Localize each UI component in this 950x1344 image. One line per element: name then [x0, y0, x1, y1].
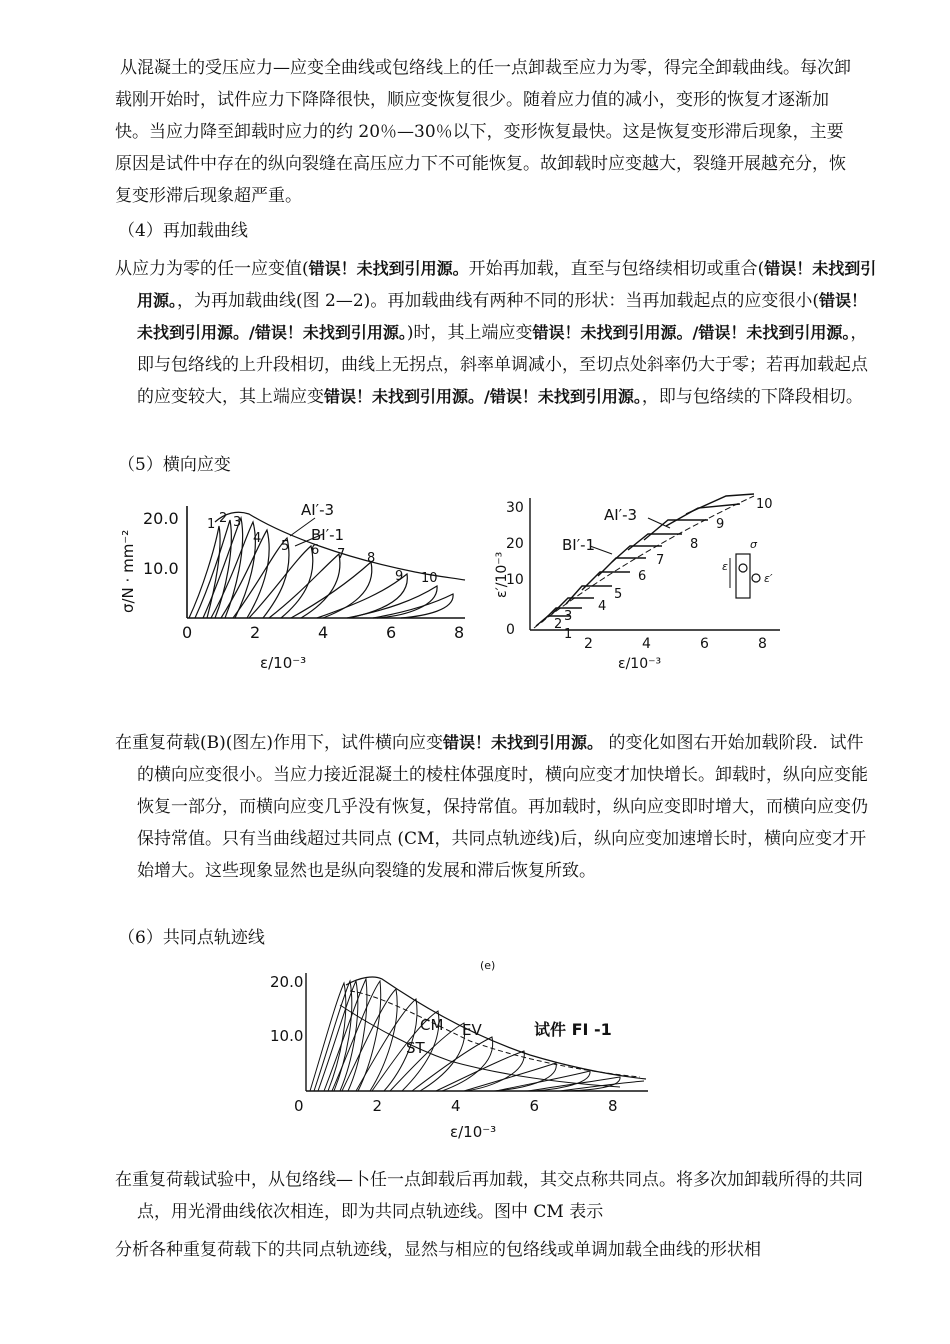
cycle-label-10: 10 [756, 497, 773, 512]
label-cm: CM [420, 1016, 444, 1034]
x-tick-4: 4 [318, 623, 329, 642]
y-tick-20: 20.0 [143, 509, 179, 528]
cycle-label-5: 5 [614, 587, 623, 602]
x-axis-label: ε/10⁻³ [260, 654, 307, 672]
cycle-label-6: 6 [311, 543, 320, 558]
y-axis-label: σ/N · mm⁻² [119, 529, 137, 613]
reference-error-3: 错误！未找到引用源。/错误！未找到引用源。 [137, 291, 867, 342]
label-ev: EV [462, 1021, 482, 1039]
x-tick-8: 8 [454, 623, 465, 642]
heading-common-point-trace: （6）共同点轨迹线 [118, 928, 265, 948]
heading-lateral-strain: （5）横向应变 [118, 455, 231, 475]
leader-a [648, 518, 670, 528]
cycle-label-7: 7 [337, 547, 346, 562]
x-tick-2: 2 [372, 1097, 383, 1115]
paragraph-lateral-strain [115, 727, 877, 887]
x-tick-6: 6 [386, 623, 397, 642]
panel-tag: (e) [480, 959, 496, 972]
cycle-label-8: 8 [690, 537, 699, 552]
cycle-label-10: 10 [421, 571, 438, 586]
reload-text-4: )时，其上端应变 [406, 323, 533, 343]
reference-error-4: 错误！未找到引用源。/错误！未找到引用源。 [532, 323, 851, 342]
reference-error-5: 错误！未找到引用源。/错误！未找到引用源。 [324, 387, 642, 406]
x-ticks [182, 623, 464, 642]
y-axis-label: ε′/10⁻³ [494, 551, 510, 598]
cycle-label-5: 5 [281, 539, 290, 554]
label-bi1: BI′-1 [562, 536, 596, 554]
x-tick-2: 2 [584, 636, 593, 652]
paragraph-common-point: 在重复荷载试验中，从包络线—卜任一点卸载后再加载，其交点称共同点。将多次加卸载所得的共同点，用光滑曲线依次相连，即为共同点轨迹线。图中 CM 表示 [115, 1170, 863, 1222]
lateral-text-1: 在重复荷载(B)(图左)作用下，试件横向应变 [115, 733, 444, 753]
label-st: ST [406, 1039, 425, 1057]
cycle-label-1: 1 [207, 517, 216, 532]
inset-sigma-label: σ [750, 538, 757, 551]
specimen-inset [722, 538, 773, 598]
x-tick-4: 4 [451, 1097, 461, 1115]
cycle-label-4: 4 [253, 531, 262, 546]
lateral-text-2: 的变化如图右开始加载阶段．试件的横向应变很小。当应力接近混凝土的棱柱体强度时，横向应变才加快增长。卸载时，纵向应变能恢复一部分，而横向应变几乎没有恢复，保持常值。再加载时，纵向应变即时增大，而横向应变仍保持常值。只有当曲线超过共同点 (CM，共同点轨迹线)后，纵向应变加速增长时，横向应变才开始增大。这些现象显然也是纵向裂缝的发展和滞后恢复所致。 [137, 733, 868, 881]
paragraph-last: 分析各种重复荷载下的共同点轨迹线，显然与相应的包络线或单调加载全曲线的形状相 [115, 1240, 761, 1260]
cycle-label-6: 6 [638, 569, 647, 584]
x-tick-6: 6 [700, 636, 709, 652]
x-tick-0: 0 [182, 623, 193, 642]
x-tick-2: 2 [250, 623, 261, 642]
paragraph-reload [115, 253, 877, 413]
cycle-label-4: 4 [598, 599, 607, 614]
x-axis-label: ε/10⁻³ [618, 656, 662, 672]
reference-error-1: 错误！未找到引用源。 [308, 259, 469, 278]
figure-lateral-strain [490, 488, 790, 678]
reference-error-2: 错误！未找到引用源。 [137, 259, 877, 310]
reload-text-2: 开始再加载，直至与包络续相切或重合( [468, 259, 765, 279]
inset-eps-label: ε [722, 560, 728, 573]
label-ai3: AI′-3 [301, 501, 335, 519]
y-tick-30: 30 [506, 500, 524, 516]
reload-text-1: 从应力为零的任一应变值( [115, 259, 309, 279]
reload-text-6: ，即与包络续的下降段相切。 [641, 387, 863, 407]
figure-common-point-trace [270, 955, 690, 1145]
label-ai3: AI′-3 [604, 506, 638, 524]
cycle-label-9: 9 [716, 517, 725, 532]
y-tick-20: 20.0 [270, 973, 304, 991]
cycle-label-3: 3 [233, 515, 242, 530]
x-ticks [294, 1097, 618, 1115]
y-tick-10: 10 [506, 572, 524, 588]
reload-text-3: ，为再加载曲线(图 2—2)。再加载曲线有两种不同的形状：当再加载起点的应变很小( [177, 291, 819, 311]
x-tick-6: 6 [529, 1097, 540, 1115]
inset-eps-prime-label: ε′ [764, 572, 773, 585]
label-bi1: BI′-1 [311, 526, 345, 544]
cycle-label-9: 9 [395, 569, 404, 584]
cycle-label-7: 7 [656, 553, 665, 568]
x-ticks [584, 636, 767, 652]
x-tick-8: 8 [608, 1097, 618, 1115]
reference-error-6: 错误！未找到引用源。 [443, 733, 604, 752]
x-tick-4: 4 [642, 636, 651, 652]
x-tick-0: 0 [294, 1097, 304, 1115]
cycle-label-2: 2 [554, 617, 563, 632]
label-specimen: 试件 FI -1 [534, 1020, 612, 1039]
y-tick-20: 20 [506, 536, 524, 552]
cycle-label-1: 1 [564, 627, 573, 642]
y-tick-10: 10.0 [143, 559, 179, 578]
cycle-label-8: 8 [367, 551, 376, 566]
x-tick-8: 8 [758, 636, 767, 652]
paragraph-unloading: 从混凝土的受压应力—应变全曲线或包络线上的任一点卸裁至应力为零，得完全卸载曲线。每次卸载刚开始时，试件应力下降降很快，顺应变恢复很少。随着应力值的减小，变形的恢复才逐渐加快。当应力降至卸载时应力的约 20％—30％以下，变形恢复最快。这是恢复变形滞后现象，主要原因是试件中存在的纵向裂缝在高压应力下不可能恢复。故卸载时应变越大，裂缝开展越充分，恢复变形滞后现象超严重。 [115, 58, 851, 206]
y-tick-10: 10.0 [270, 1027, 304, 1045]
y-tick-0: 0 [506, 622, 515, 638]
reload-text-5: ，即与包络线的上升段相切，曲线上无拐点，斜率单调减小，至切点处斜率仍大于零；若再加载起点的应变较大，其上端应变 [137, 323, 868, 407]
figure-stress-strain-cycles [115, 488, 485, 678]
heading-reload-curve: （4）再加载曲线 [118, 221, 248, 241]
cycle-label-2: 2 [219, 511, 228, 526]
cycle-label-3: 3 [564, 609, 573, 624]
x-axis-label: ε/10⁻³ [450, 1123, 497, 1141]
